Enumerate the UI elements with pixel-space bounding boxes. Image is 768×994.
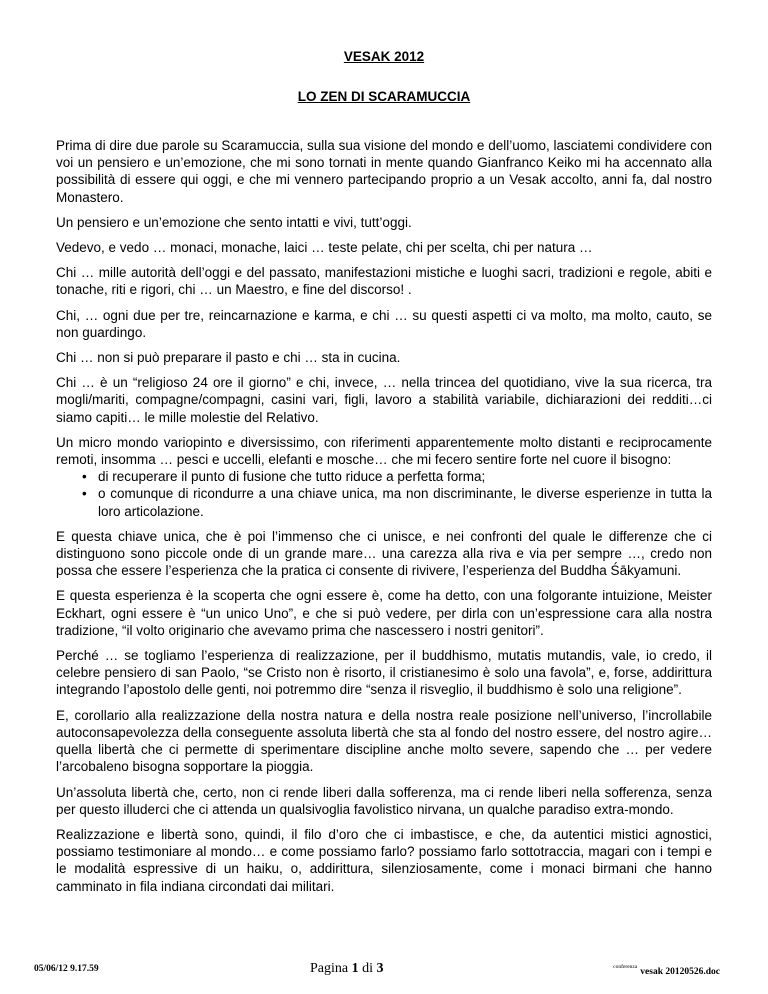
page-number: 1 [351, 961, 359, 976]
paragraph-11: Perché … se togliamo l’esperienza di realizzazione, per il buddhismo, mutatis mutandis, vale, io credo, il celebre pensiero di san Paolo, “se Cristo non è risorto, il cristianesimo è solo una favola”, e, forse, addirittura integrando l’apostolo delle genti, noi potremmo dire “senza il risveglio, il buddhismo è solo una religione”. [56, 648, 712, 698]
page-footer [34, 962, 734, 978]
paragraph-13: Un’assoluta libertà che, certo, non ci rende liberi dalla sofferenza, ma ci rende liberi nella sofferenza, senza per questo illuderci che ci attenda un qualsivoglia favolistico nirvana, un qualche paradiso extra-mondo. [56, 784, 712, 817]
document-page [56, 48, 712, 903]
paragraph-4: Chi … mille autorità dell’oggi e del passato, manifestazioni mistiche e luoghi sacri, tradizioni e regole, abiti e tonache, riti e rigori, chi … un Maestro, e fine del discorso! . [56, 265, 712, 298]
document-subtitle: LO ZEN DI SCARAMUCCIA [297, 89, 471, 104]
document-title: VESAK 2012 [343, 49, 425, 64]
footer-page-indicator [310, 961, 384, 977]
paragraph-12: E, corollario alla realizzazione della nostra natura e della nostra reale posizione nell’universo, l’incrollabile autoconsapevolezza della conseguente assoluta libertà che sta al fondo del nostro essere, del nostro agire… quella libertà che ci permette di sperimentare discipline anche molto severe, sapendo che … per vedere l’arcobaleno bisogna sopportare la pioggia. [56, 707, 712, 775]
paragraph-6: Chi … non si può preparare il pasto e chi … sta in cucina. [56, 350, 401, 366]
paragraph-3: Vedevo, e vedo … monaci, monache, laici … teste pelate, chi per scelta, chi per natura … [56, 240, 593, 256]
paragraph-1: Prima di dire due parole su Scaramuccia, sulla sua visione del mondo e dell’uomo, lasciatemi condividere con voi un pensiero e un’emozione, che mi sono tornati in mente quando Gianfranco Keiko mi ha accennato alla possibilità di essere qui oggi, e che mi vennero partecipando proprio a un Vesak accolto, anni fa, dal nostro Monastero. [56, 138, 712, 205]
total-pages: 3 [376, 961, 384, 976]
paragraph-7: Chi … è un “religioso 24 ore il giorno” e chi, invece, … nella trincea del quotidiano, vive la sua ricerca, tra mogli/mariti, compagne/compagni, casini vari, figli, lavoro a stabilità variabile, dichiarazioni dei redditi…ci siamo capiti… le mille molestie del Relativo. [56, 375, 712, 425]
bullet-item-2: • o comunque di ricondurre a una chiave unica, ma non discriminante, le diverse esperienze in tutta la loro articolazione. [84, 485, 712, 519]
paragraph-2: Un pensiero e un’emozione che sento intatti e vivi, tutt’oggi. [56, 214, 412, 230]
paragraph-5: Chi, … ogni due per tre, reincarnazione e karma, e chi … su questi aspetti ci va molto, ma molto, cauto, se non guardingo. [56, 307, 712, 340]
paragraph-14: Realizzazione e libertà sono, quindi, il filo d’oro che ci imbastisce, e che, da autentici mistici agnostici, possiamo testimoniare al mondo… e come possiamo farlo? possiamo farlo sottotraccia, magari con i tempi e le modalità espressive di un haiku, o, addirittura, silenziosamente, come i monaci birmani che hanno camminato in fila indiana circondati dai militari. [56, 826, 712, 894]
file-prefix: conferenza [613, 964, 638, 970]
paragraph-8: Un micro mondo variopinto e diversissimo, con riferimenti apparentemente molto distanti e reciprocamente remoti, insomma … pesci e uccelli, elefanti e mosche… che mi fecero sentire forte nel cuore il bisogno: [56, 434, 712, 468]
of-word: di [362, 961, 373, 976]
bullet-list [56, 468, 712, 520]
bullet-item-1: • di recuperare il punto di fusione che tutto riduce a perfetta forma; [84, 468, 712, 485]
file-name: vesak 20120526.doc [640, 967, 720, 977]
page-word: Pagina [310, 961, 349, 976]
paragraph-10: E questa esperienza è la scoperta che ogni essere è, come ha detto, con una folgorante intuizione, Meister Eckhart, ogni essere è “un unico Uno”, e che si può vedere, per dirla con un’espressione cara alla nostra tradizione, “il volto originario che avevamo prima che nascessero i nostri genitori”. [56, 588, 712, 638]
footer-date: 05/06/12 9.17.59 [34, 964, 99, 974]
footer-filename [613, 964, 720, 977]
paragraph-9: E questa chiave unica, che è poi l’immenso che ci unisce, e nei confronti del quale le differenze che ci distinguono sono piccole onde di un grande mare… una carezza alla riva e via per sempre …, credo non possa che essere l’esperienza che la pratica ci consente di rivivere, l’esperienza del Buddha Śākyamuni. [56, 528, 712, 579]
